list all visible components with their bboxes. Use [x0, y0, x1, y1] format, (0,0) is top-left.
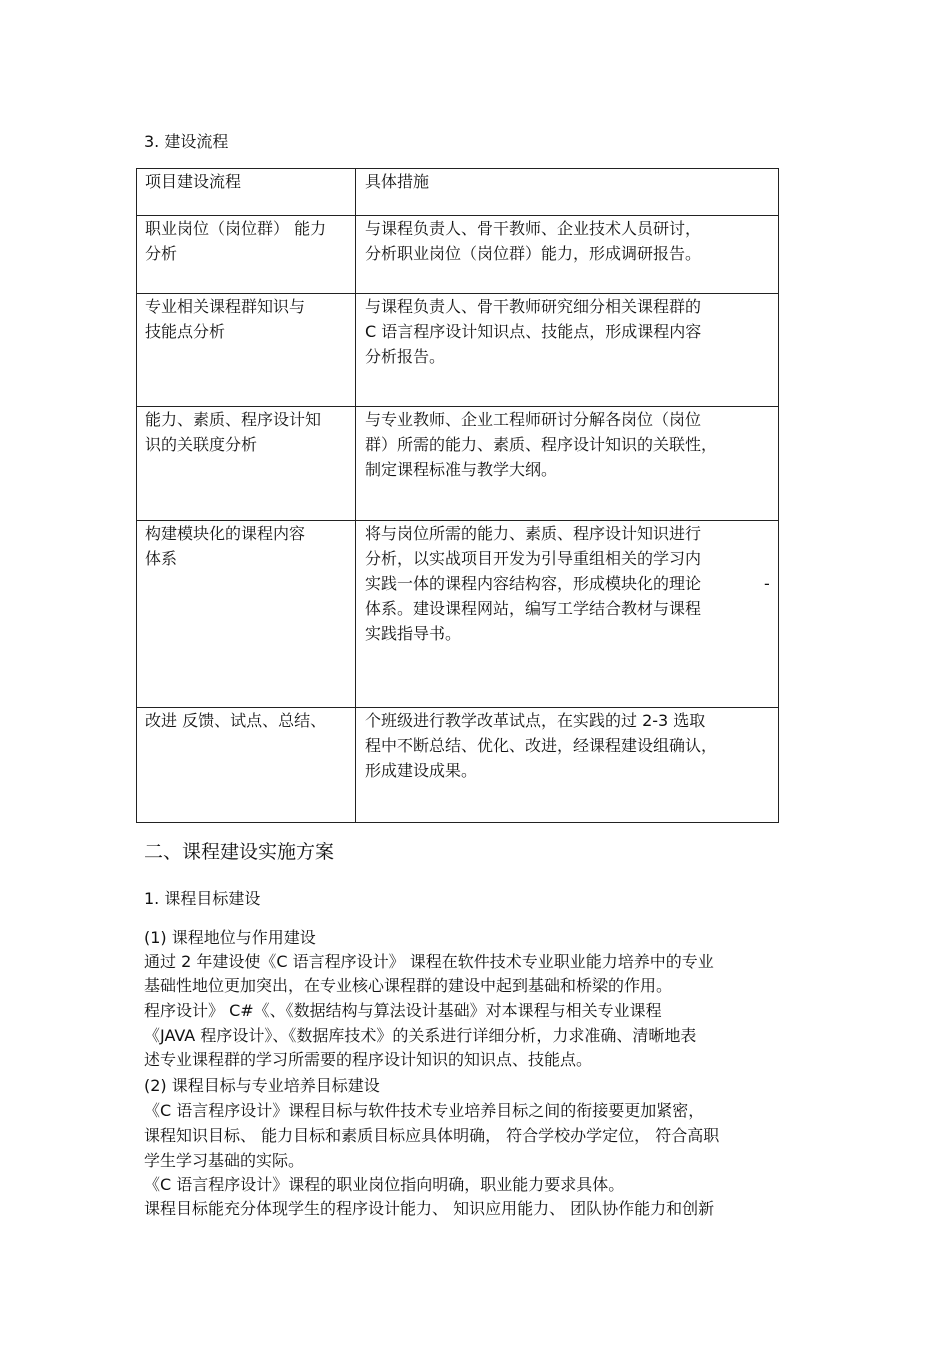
- paragraph-line: 程序设计》 C#《、《数据结构与算法设计基础》对本课程与相关专业课程: [144, 1001, 662, 1020]
- paragraph-line: 《C 语言程序设计》课程的职业岗位指向明确，职业能力要求具体。: [144, 1175, 625, 1194]
- paragraph-line: 课程知识目标、 能力目标和素质目标应具体明确， 符合学校办学定位， 符合高职: [144, 1126, 720, 1145]
- table-row-step: 改进 反馈、试点、总结、: [145, 711, 327, 730]
- table-row-measure: 与课程负责人、骨干教师、企业技术人员研讨， 分析职业岗位（岗位群）能力，形成调研报告。: [365, 219, 702, 263]
- table-row-step: 能力、素质、程序设计知 识的关联度分析: [145, 410, 322, 454]
- paragraph-line: 《JAVA 程序设计》、《数据库技术》的关系进行详细分析，力求准确、清晰地表: [144, 1026, 697, 1045]
- table-row-measure: 与专业教师、企业工程师研讨分解各岗位（岗位 群）所需的能力、素质、程序设计知识的关联性， 制定课程标准与教学大纲。: [365, 410, 718, 479]
- column-divider: [355, 169, 356, 822]
- item-heading: (2) 课程目标与专业培养目标建设: [144, 1076, 380, 1095]
- part-heading: 二、课程建设实施方案: [144, 841, 335, 863]
- table-row-step: 职业岗位（岗位群） 能力 分析: [145, 219, 327, 263]
- table-row-measure: 与课程负责人、骨干教师研究细分相关课程群的 C 语言程序设计知识点、技能点，形成课程内容 分析报告。: [365, 297, 702, 366]
- paragraph-line: 基础性地位更加突出，在专业核心课程群的建设中起到基础和桥梁的作用。: [144, 976, 673, 995]
- section-heading: 3. 建设流程: [144, 132, 229, 151]
- paragraph-line: 《C 语言程序设计》课程目标与软件技术专业培养目标之间的衔接要更加紧密，: [144, 1101, 705, 1120]
- table-row-measure: 个班级进行教学改革试点，在实践的过 2-3 选取 程中不断总结、优化、改进，经课程建设组确认， 形成建设成果。: [365, 711, 718, 780]
- table-row-measure: 将与岗位所需的能力、素质、程序设计知识进行 分析，以实战项目开发为引导重组相关的学习内 实践一体的课程内容结构容，形成模块化的理论 体系。建设课程网站，编写工学结合教材与课程 实践指导书。: [365, 524, 702, 643]
- table-row-step: 专业相关课程群知识与 技能点分析: [145, 297, 306, 341]
- paragraph-line: 课程目标能充分体现学生的程序设计能力、 知识应用能力、 团队协作能力和创新: [144, 1199, 715, 1218]
- table-header-measure: 具体措施: [365, 172, 430, 191]
- paragraph-line: 述专业课程群的学习所需要的程序设计知识的知识点、技能点。: [144, 1050, 593, 1069]
- paragraph-line: 通过 2 年建设使《C 语言程序设计》 课程在软件技术专业职业能力培养中的专业: [144, 952, 714, 971]
- paragraph-line: 学生学习基础的实际。: [144, 1151, 305, 1170]
- process-table: [136, 168, 779, 823]
- hyphen-mark: -: [764, 574, 770, 593]
- table-row-step: 构建模块化的课程内容 体系: [145, 524, 306, 568]
- table-header-step: 项目建设流程: [145, 172, 242, 191]
- item-heading: (1) 课程地位与作用建设: [144, 928, 316, 947]
- subsection-heading: 1. 课程目标建设: [144, 889, 261, 908]
